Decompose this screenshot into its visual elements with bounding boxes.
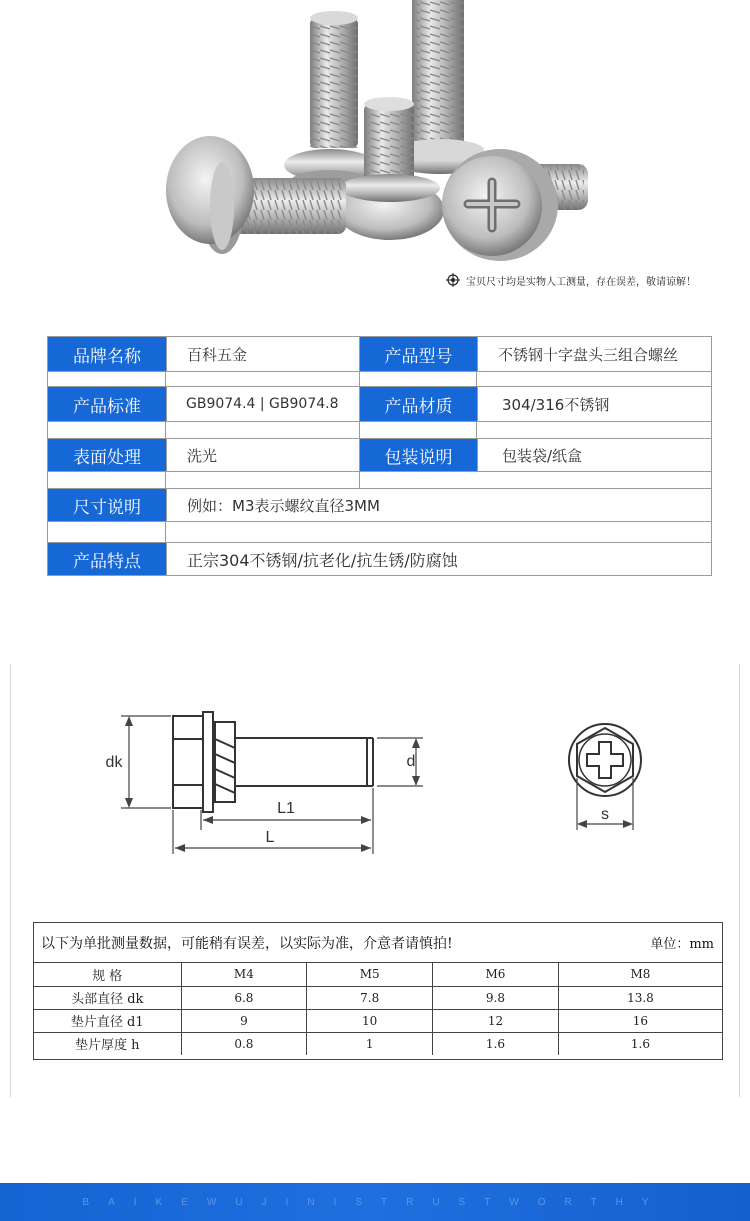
header-cell: M6 bbox=[433, 963, 559, 986]
table-cell: 1.6 bbox=[558, 1032, 722, 1055]
spec-label: 品牌名称 bbox=[48, 337, 166, 371]
spec-value: 百科五金 bbox=[166, 337, 360, 371]
spec-spacer bbox=[48, 471, 711, 489]
measurement-caption bbox=[34, 923, 722, 963]
caption-text: 以下为单批测量数据，可能稍有误差，以实际为准，介意者请慎拍! bbox=[41, 935, 453, 952]
spec-row bbox=[48, 543, 711, 575]
row-label: 垫片厚度 h bbox=[34, 1032, 181, 1055]
spec-value: 不锈钢十字盘头三组合螺丝 bbox=[477, 337, 711, 371]
header-cell: M8 bbox=[558, 963, 722, 986]
spec-label: 表面处理 bbox=[48, 439, 166, 471]
spec-table bbox=[47, 336, 712, 576]
technical-drawing-panel bbox=[10, 664, 740, 1097]
table-cell: 12 bbox=[433, 1009, 559, 1032]
table-cell: 10 bbox=[307, 1009, 433, 1032]
spec-label: 产品型号 bbox=[360, 337, 477, 371]
spec-spacer bbox=[48, 421, 711, 439]
spec-row bbox=[48, 439, 711, 471]
spec-value: GB9074.4 | GB9074.8 bbox=[166, 387, 360, 421]
spec-value: 洗光 bbox=[166, 439, 360, 471]
table-cell: 0.8 bbox=[181, 1032, 307, 1055]
crosshair-icon bbox=[446, 273, 460, 287]
header-cell: M5 bbox=[307, 963, 433, 986]
spec-label: 产品标准 bbox=[48, 387, 166, 421]
unit-label: 单位：mm bbox=[650, 937, 714, 952]
notice-text: 宝贝尺寸均是实物人工测量，存在误差，敬请谅解！ bbox=[466, 276, 696, 288]
table-cell: 16 bbox=[558, 1009, 722, 1032]
measurement-notice bbox=[446, 272, 696, 288]
header-cell: M4 bbox=[181, 963, 307, 986]
spec-label: 产品材质 bbox=[360, 387, 477, 421]
spec-label: 尺寸说明 bbox=[48, 489, 166, 521]
l1-label: L1 bbox=[277, 800, 295, 817]
spec-spacer bbox=[48, 371, 711, 387]
table-cell: 1 bbox=[307, 1032, 433, 1055]
dk-label: dk bbox=[105, 754, 123, 771]
screw-dimension-drawing bbox=[11, 664, 741, 914]
footer-slogan: BAIKEWUJINISTRUSTWORTHY bbox=[82, 1196, 668, 1208]
table-cell: 7.8 bbox=[307, 986, 433, 1009]
spec-row bbox=[48, 489, 711, 521]
table-row bbox=[34, 986, 722, 1009]
spec-spacer bbox=[48, 521, 711, 543]
spec-row bbox=[48, 337, 711, 371]
spec-label: 包装说明 bbox=[360, 439, 477, 471]
s-label: s bbox=[601, 806, 609, 823]
spec-value: 304/316不锈钢 bbox=[477, 387, 711, 421]
measurement-table bbox=[33, 922, 723, 1060]
table-header-row bbox=[34, 963, 722, 986]
spec-value: 包装袋/纸盒 bbox=[477, 439, 711, 471]
table-cell: 6.8 bbox=[181, 986, 307, 1009]
spec-value: 正宗304不锈钢/抗老化/抗生锈/防腐蚀 bbox=[166, 543, 711, 575]
table-row bbox=[34, 1009, 722, 1032]
row-label: 头部直径 dk bbox=[34, 986, 181, 1009]
header-cell: 规 格 bbox=[34, 963, 181, 986]
row-label: 垫片直径 d1 bbox=[34, 1009, 181, 1032]
spec-row bbox=[48, 387, 711, 421]
l-label: L bbox=[265, 829, 275, 846]
spec-value: 例如：M3表示螺纹直径3MM bbox=[166, 489, 711, 521]
footer-bar bbox=[0, 1183, 750, 1221]
product-photo bbox=[0, 0, 750, 300]
table-cell: 1.6 bbox=[433, 1032, 559, 1055]
table-row bbox=[34, 1032, 722, 1055]
table-cell: 9.8 bbox=[433, 986, 559, 1009]
table-cell: 9 bbox=[181, 1009, 307, 1032]
measurement-grid bbox=[34, 963, 722, 1055]
d-label: d bbox=[406, 753, 416, 770]
spec-label: 产品特点 bbox=[48, 543, 166, 575]
table-cell: 13.8 bbox=[558, 986, 722, 1009]
